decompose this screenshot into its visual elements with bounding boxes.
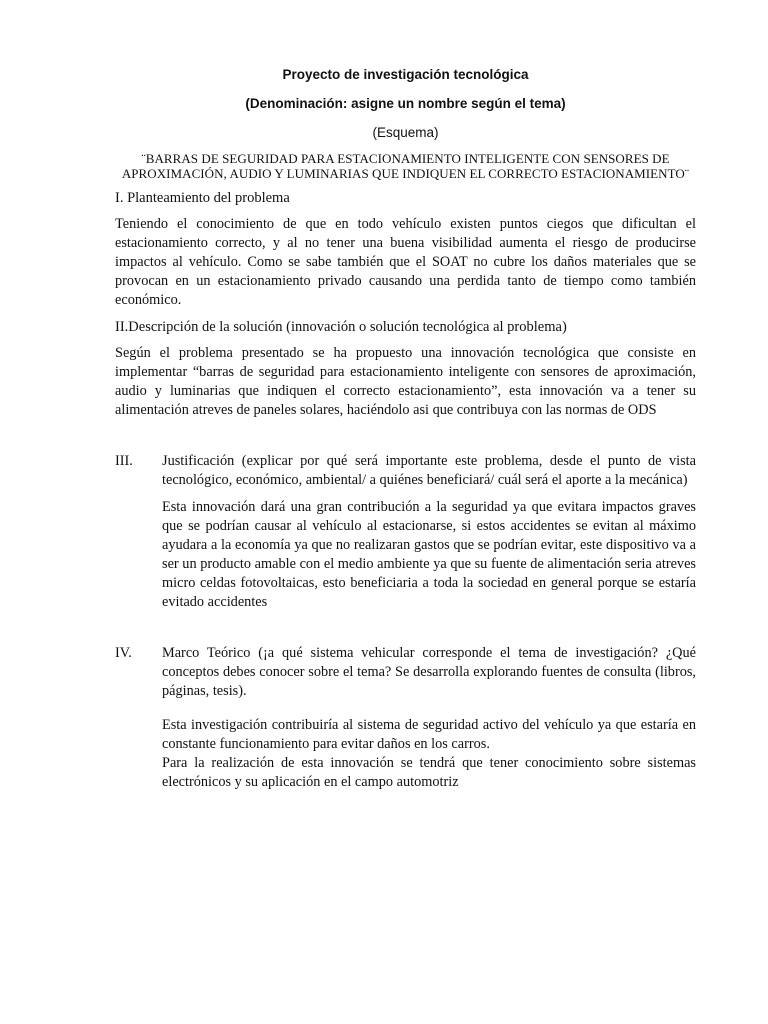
document-title: Proyecto de investigación tecnológica [282, 67, 529, 82]
project-name-line-1: ¨BARRAS DE SEGURIDAD PARA ESTACIONAMIENTO INTELIGENTE CON SENSORES DE [141, 151, 670, 166]
section-3 [115, 452, 696, 612]
section-4-body-2: Para la realización de esta innovación se tendrá que tener conocimiento sobre sistemas electrónicos y su aplicación en el campo automotriz [162, 755, 696, 790]
document-subtitle: (Denominación: asigne un nombre según el tema) [245, 96, 566, 111]
section-1-body: Teniendo el conocimiento de que en todo vehículo existen puntos ciegos que dificultan el estacionamiento correcto, y al no tener una buena visibilidad aumenta el riesgo de producirse impactos al vehículo. Como se sabe también que el SOAT no cubre los daños materiales que se provocan en un estacionamiento privado causando una perdida tanto de tiempo como también económico. [115, 216, 696, 308]
spacer [162, 701, 696, 716]
section-4-prompt: Marco Teórico (¡a qué sistema vehicular corresponde el tema de investigación? ¿Qué conceptos debes conocer sobre el tema? Se desarrolla explorando fuentes de consulta (libros, páginas, tesis). [162, 645, 696, 699]
section-3-content [162, 452, 696, 612]
section-2-body: Según el problema presentado se ha propuesto una innovación tecnológica que consiste en implementar “barras de seguridad para estacionamiento inteligente con sensores de aproximación, audio y luminarias que indiquen el correcto estacionamiento”, esta innovación va a tener su alimentación atreves de paneles solares, haciéndolo asi que contribuya con las normas de ODS [115, 345, 696, 418]
project-name-line-2: APROXIMACIÓN, AUDIO Y LUMINARIAS QUE INDIQUEN EL CORRECTO ESTACIONAMIENTO¨ [121, 166, 690, 181]
project-name [115, 151, 696, 181]
section-4-content [162, 644, 696, 792]
section-4-body-1: Esta investigación contribuiría al sistema de seguridad activo del vehículo ya que estaría en constante funcionamiento para evitar daños en los carros. [162, 717, 696, 752]
section-2-heading: II.Descripción de la solución (innovación o solución tecnológica al problema) [115, 319, 567, 335]
spacer [115, 420, 696, 440]
section-1-heading: I. Planteamiento del problema [115, 190, 290, 206]
scheme-label: (Esquema) [372, 125, 439, 140]
section-3-number: III. [115, 453, 133, 469]
section-3-prompt: Justificación (explicar por qué será importante este problema, desde el punto de vista tecnológico, económico, ambiental/ a quiénes beneficiará/ cuál será el aporte a la mecánica) [162, 453, 696, 488]
section-4-number: IV. [115, 645, 132, 661]
section-3-body: Esta innovación dará una gran contribución a la seguridad ya que evitara impactos graves que se podrían causar al vehículo al estacionarse, si estos accidentes se evitan al máximo ayudara a la economía ya que no realizaran gastos que se podrían evitar, este dispositivo va a ser un producto amable con el medio ambiente ya que su fuente de alimentación seria atreves micro celdas fotovoltaicas, esto beneficiaria a toda la sociedad en general porque se estaría evitado accidentes [162, 499, 696, 610]
spacer [115, 612, 696, 632]
section-4 [115, 644, 696, 792]
